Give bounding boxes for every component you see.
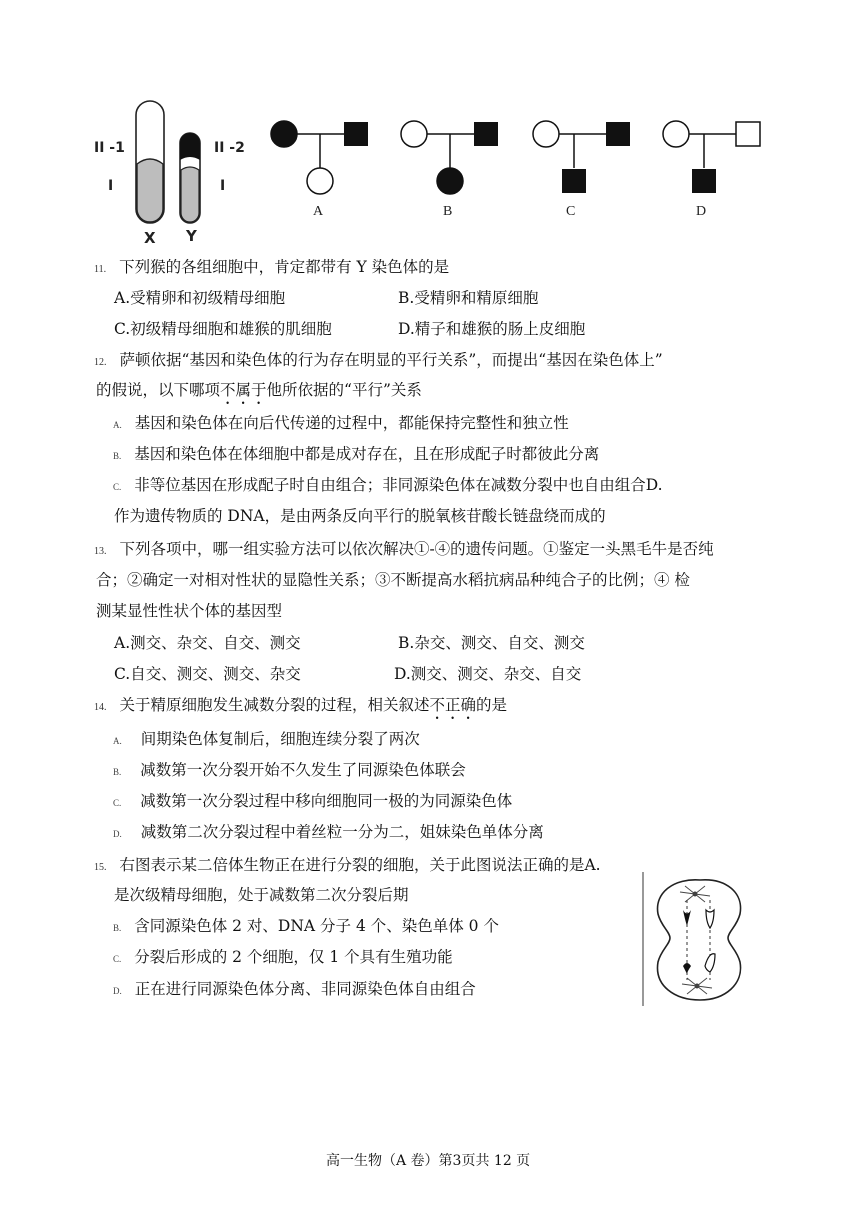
q14-option-d: D. 减数第二次分裂过程中着丝粒一分为二，姐妹染色单体分离 [113,823,544,841]
label-ii1: II -1 [94,140,125,156]
father-affected [344,122,368,146]
q14-option-b: B. 减数第一次分裂开始不久发生了同源染色体联会 [113,761,466,779]
q13-stem-line1: 13. 下列各项中，哪一组实验方法可以依次解决①-④的遗传问题。①鉴定一头黑毛牛是否纯 [94,540,714,558]
q11-option-d: D.精子和雄猴的肠上皮细胞 [398,320,586,338]
pedigree-a [271,121,368,219]
q11-option-c: C.初级精母细胞和雄猴的肌细胞 [114,320,332,338]
q12-stem-line1: 12. 萨顿依据“基因和染色体的行为存在明显的平行关系”，而提出“基因在染色体上” [94,351,663,369]
label-y: Y [186,227,197,245]
pedigree-label-c: C [566,204,576,219]
q13-stem-line2: 合；②确定一对相对性状的显隐性关系；③不断提高水稻抗病品种纯合子的比例；④ 检 [96,571,690,589]
q12-option-c: C. 非等位基因在形成配子时自由组合；非同源染色体在减数分裂中也自由组合D. [113,476,663,494]
q11-option-a: A.受精卵和初级精母细胞 [114,289,286,307]
q12-emphasis: 不属于 [220,381,267,399]
q12-option-a: A. 基因和染色体在向后代传递的过程中，都能保持完整性和独立性 [113,414,569,432]
q15-option-a-text: 是次级精母细胞，处于减数第二次分裂后期 [114,886,409,904]
dividing-cell-figure [640,870,760,1010]
pedigree-label-d: D [696,204,707,219]
q13-option-b: B.杂交、测交、自交、测交 [398,634,585,652]
pedigree-c [533,121,630,219]
q11-option-b: B.受精卵和精原细胞 [398,289,539,307]
q14-stem: 14. 关于精原细胞发生减数分裂的过程，相关叙述不正确的是 [94,696,507,714]
son-affected [562,169,586,193]
q14-emphasis: 不正确 [429,696,476,714]
q15-option-c: C. 分裂后形成的 2 个细胞，仅 1 个具有生殖功能 [113,948,453,966]
q14-option-a: A. 间期染色体复制后，细胞连续分裂了两次 [113,730,420,748]
q13-number: 13. [94,546,107,557]
label-x: X [144,229,156,247]
y-chromosome-shaded-region [181,167,199,222]
father-unaffected [736,122,760,146]
pedigree-label-a: A [313,204,324,219]
pedigree-label-b: B [443,204,453,219]
label-ii2: II -2 [214,140,245,156]
q15-stem: 15. 右图表示某二倍体生物正在进行分裂的细胞，关于此图说法正确的是A. [94,856,601,874]
mother-unaffected [533,121,559,147]
mother-unaffected [663,121,689,147]
pedigree-d [663,121,760,219]
cell-membrane [658,880,741,1000]
father-affected [474,122,498,146]
daughter-unaffected [307,168,333,194]
son-affected [692,169,716,193]
label-i-right: I [220,178,226,194]
pedigree-figure [262,112,782,222]
q12-option-b: B. 基因和染色体在体细胞中都是成对存在，且在形成配子时都彼此分离 [113,445,600,463]
q14-option-c: C. 减数第一次分裂过程中移向细胞同一极的为同源染色体 [113,792,513,810]
x-chromosome-shaded-region [137,159,163,222]
q13-option-a: A.测交、杂交、自交、测交 [114,634,301,652]
label-i-left: I [108,178,114,194]
q15-number: 15. [94,862,107,873]
y-chromosome-black-region [180,133,200,160]
mother-affected [271,121,297,147]
q13-option-d: D.测交、测交、杂交、自交 [394,665,582,683]
q11-number: 11. [94,264,107,275]
q14-number: 14. [94,702,107,713]
q15-option-d: D. 正在进行同源染色体分离、非同源染色体自由组合 [113,980,476,998]
mother-unaffected [401,121,427,147]
page-footer: 高一生物（A 卷）第3页共 12 页 [326,1153,531,1169]
daughter-affected [437,168,463,194]
xy-chromosome-figure [90,96,260,248]
q12-option-d-text: 作为遗传物质的 DNA，是由两条反向平行的脱氧核苷酸长链盘绕而成的 [114,507,606,525]
q13-option-c: C.自交、测交、测交、杂交 [114,665,301,683]
q15-option-b: B. 含同源染色体 2 对、DNA 分子 4 个、染色单体 0 个 [113,917,499,935]
q12-number: 12. [94,357,107,368]
q11-stem: 11. 下列猴的各组细胞中，肯定都带有 Y 染色体的是 [94,258,450,276]
q13-stem-line3: 测某显性性状个体的基因型 [96,602,283,620]
father-affected [606,122,630,146]
q12-stem-line2: 的假说，以下哪项不属于他所依据的“平行”关系 [96,381,422,399]
pedigree-b [401,121,498,219]
